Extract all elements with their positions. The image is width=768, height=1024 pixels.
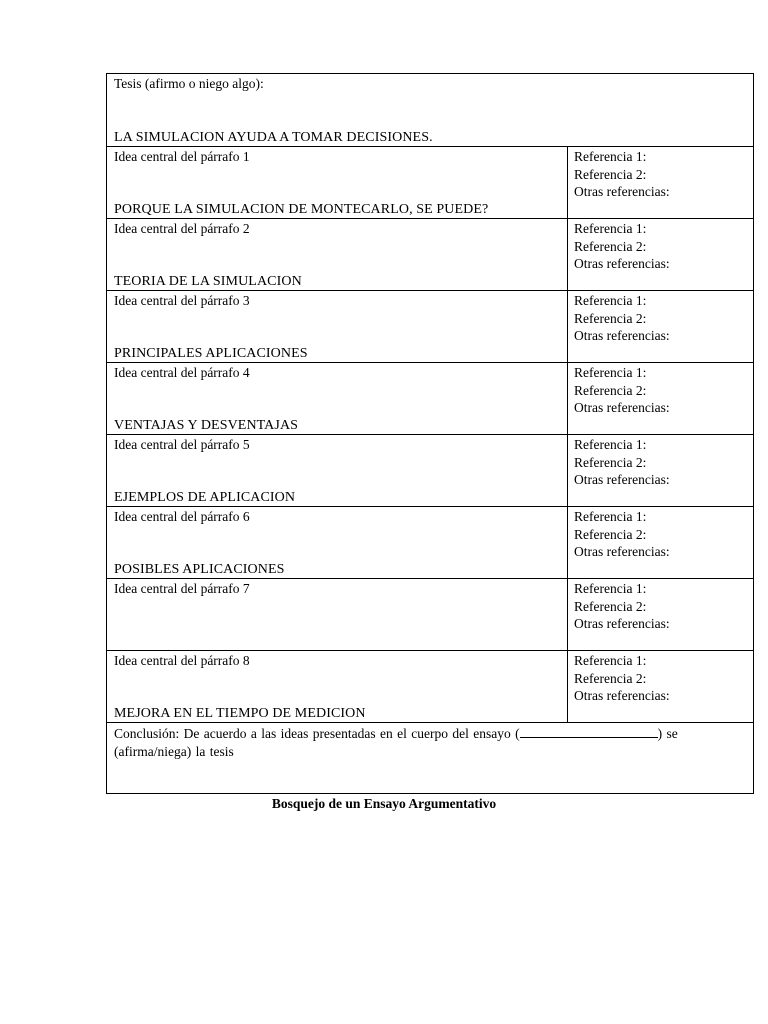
other-references-label: Otras referencias:: [574, 400, 670, 415]
reference-2-label: Referencia 2:: [574, 598, 647, 614]
thesis-label: Tesis (afirmo o niego algo):: [114, 76, 264, 91]
reference-1-label: Referencia 1:: [574, 437, 647, 452]
thesis-statement: LA SIMULACION AYUDA A TOMAR DECISIONES.: [114, 130, 433, 145]
reference-1-label: Referencia 1:: [574, 581, 647, 596]
paragraph-row-5: [107, 435, 754, 507]
reference-1-label: Referencia 1:: [574, 293, 647, 308]
reference-1-label: Referencia 1:: [574, 365, 647, 380]
paragraph-label: Idea central del párrafo 1: [114, 149, 250, 164]
paragraph-label: Idea central del párrafo 2: [114, 221, 250, 236]
paragraph-row-4: [107, 363, 754, 435]
paragraph-topic: TEORIA DE LA SIMULACION: [114, 274, 302, 289]
paragraph-topic: MEJORA EN EL TIEMPO DE MEDICION: [114, 706, 366, 721]
conclusion-text-start: Conclusión: De acuerdo a las ideas presentadas en el cuerpo del ensayo (: [114, 726, 520, 741]
paragraph-topic: POSIBLES APLICACIONES: [114, 562, 285, 577]
paragraph-label: Idea central del párrafo 4: [114, 365, 250, 380]
thesis-row: [107, 74, 754, 147]
paragraph-idea-cell: [107, 651, 568, 723]
references-cell: [568, 579, 754, 651]
paragraph-idea-cell: [107, 435, 568, 507]
other-references-label: Otras referencias:: [574, 616, 670, 631]
document-caption: Bosquejo de un Ensayo Argumentativo: [271, 796, 497, 811]
reference-1-label: Referencia 1:: [574, 509, 647, 524]
paragraph-row-2: [107, 219, 754, 291]
references-cell: [568, 363, 754, 435]
references-cell: [568, 147, 754, 219]
paragraph-idea-cell: [107, 579, 568, 651]
paragraph-row-3: [107, 291, 754, 363]
thesis-cell: [107, 74, 754, 147]
paragraph-row-7: [107, 579, 754, 651]
reference-1-label: Referencia 1:: [574, 221, 647, 236]
conclusion-row: [107, 723, 754, 794]
paragraph-topic: PORQUE LA SIMULACION DE MONTECARLO, SE PUEDE?: [114, 202, 489, 217]
references-cell: [568, 219, 754, 291]
reference-2-label: Referencia 2:: [574, 238, 647, 254]
other-references-label: Otras referencias:: [574, 544, 670, 559]
paragraph-topic: VENTAJAS Y DESVENTAJAS: [114, 418, 299, 433]
other-references-label: Otras referencias:: [574, 184, 670, 199]
reference-2-label: Referencia 2:: [574, 382, 647, 398]
references-cell: [568, 435, 754, 507]
paragraph-idea-cell: [107, 363, 568, 435]
paragraph-row-1: [107, 147, 754, 219]
conclusion-blank-line: [520, 724, 658, 738]
reference-1-label: Referencia 1:: [574, 149, 647, 164]
reference-2-label: Referencia 2:: [574, 526, 647, 542]
other-references-label: Otras referencias:: [574, 688, 670, 703]
paragraph-row-8: [107, 651, 754, 723]
paragraph-topic: EJEMPLOS DE APLICACION: [114, 490, 296, 505]
paragraph-label: Idea central del párrafo 3: [114, 293, 250, 308]
reference-1-label: Referencia 1:: [574, 653, 647, 668]
references-cell: [568, 651, 754, 723]
reference-2-label: Referencia 2:: [574, 454, 647, 470]
essay-outline-table: [106, 73, 754, 794]
references-cell: [568, 291, 754, 363]
other-references-label: Otras referencias:: [574, 328, 670, 343]
conclusion-text: [107, 723, 753, 760]
other-references-label: Otras referencias:: [574, 472, 670, 487]
reference-2-label: Referencia 2:: [574, 166, 647, 182]
paragraph-idea-cell: [107, 147, 568, 219]
paragraph-label: Idea central del párrafo 8: [114, 653, 250, 668]
paragraph-idea-cell: [107, 291, 568, 363]
conclusion-text-end: ) se (afirma/niega) la tesis: [114, 726, 678, 759]
paragraph-label: Idea central del párrafo 5: [114, 437, 250, 452]
paragraph-idea-cell: [107, 219, 568, 291]
paragraph-label: Idea central del párrafo 6: [114, 509, 250, 524]
reference-2-label: Referencia 2:: [574, 310, 647, 326]
paragraph-label: Idea central del párrafo 7: [114, 581, 250, 596]
reference-2-label: Referencia 2:: [574, 670, 647, 686]
paragraph-row-6: [107, 507, 754, 579]
references-cell: [568, 507, 754, 579]
paragraph-idea-cell: [107, 507, 568, 579]
paragraph-topic: PRINCIPALES APLICACIONES: [114, 346, 308, 361]
conclusion-cell: [107, 723, 754, 794]
other-references-label: Otras referencias:: [574, 256, 670, 271]
